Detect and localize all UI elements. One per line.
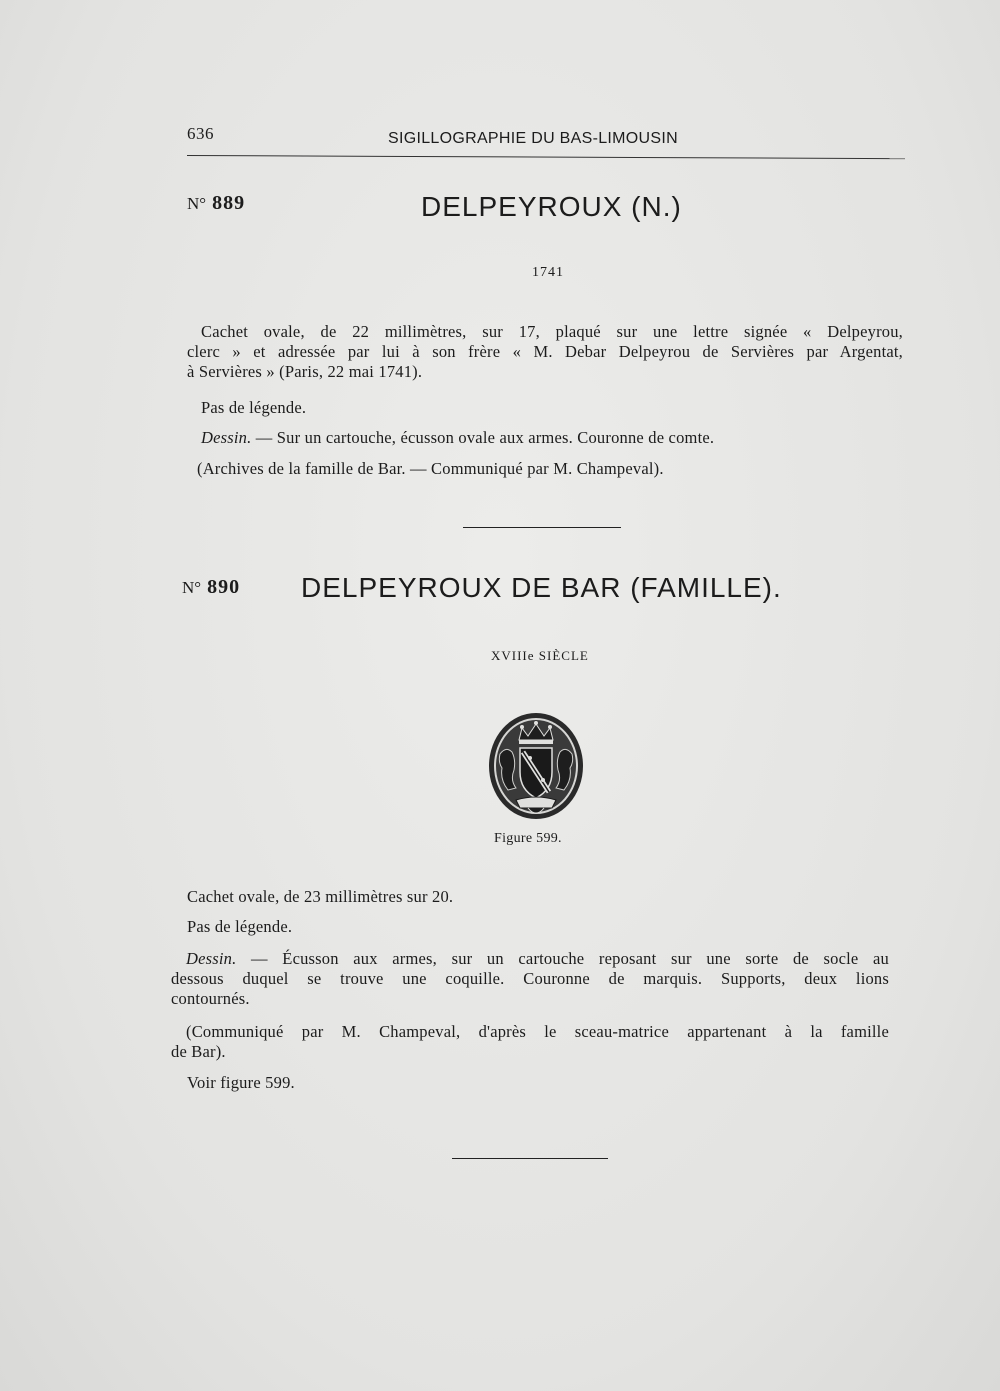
text-line: dessous duquel se trouve une coquille. Couronne de marquis. Supports, deux lions: [171, 969, 889, 988]
design-label: Dessin.: [186, 949, 237, 968]
design-label: Dessin.: [201, 428, 252, 447]
source-paragraph: [171, 1022, 889, 1062]
entry-title: DELPEYROUX (N.): [421, 191, 682, 222]
separator-rule: [463, 527, 621, 528]
design-paragraph: [171, 949, 889, 1009]
text-line: de Bar).: [171, 1042, 226, 1061]
text-line: [171, 949, 889, 969]
text-line: clerc » et adressée par lui à son frère « M. Debar Delpeyrou de Servières par Argentat,: [187, 342, 903, 361]
separator-rule: [452, 1158, 608, 1159]
entry-number-890: [182, 576, 240, 599]
description-paragraph: [187, 322, 903, 382]
header-rule: [187, 155, 905, 159]
description-paragraph: Cachet ovale, de 23 millimètres sur 20.: [187, 887, 454, 906]
seal-figure: [486, 710, 586, 822]
legend-paragraph: Pas de légende.: [187, 917, 293, 936]
design-text: — Écusson aux armes, sur un cartouche reposant sur une sorte de socle au: [236, 949, 889, 968]
figure-reference: Voir figure 599.: [187, 1073, 295, 1092]
design-text: — Sur un cartouche, écusson ovale aux armes. Couronne de comte.: [251, 428, 715, 447]
page-number: 636: [187, 124, 214, 143]
entry-number-value: 889: [212, 192, 246, 214]
entry-date: 1741: [532, 265, 564, 280]
text-line: à Servières » (Paris, 22 mai 1741).: [187, 362, 423, 381]
text-line: Cachet ovale, de 22 millimètres, sur 17, plaqué sur une lettre signée « Delpeyrou,: [201, 322, 903, 341]
figure-caption: Figure 599.: [494, 831, 562, 846]
source-paragraph: (Archives de la famille de Bar. — Communiqué par M. Champeval).: [197, 459, 664, 478]
entry-number-value: 890: [207, 576, 241, 598]
text-line: contournés.: [171, 989, 250, 1008]
legend-paragraph: Pas de légende.: [201, 398, 307, 417]
text-line: (Communiqué par M. Champeval, d'après le sceau-matrice appartenant à la famille: [186, 1022, 889, 1041]
entry-number-prefix: N°: [187, 194, 207, 213]
entry-date: XVIIIe SIÈCLE: [491, 648, 589, 663]
running-title: SIGILLOGRAPHIE DU BAS-LIMOUSIN: [388, 130, 678, 147]
entry-number-prefix: N°: [182, 578, 202, 597]
design-paragraph: [201, 428, 714, 448]
entry-title: DELPEYROUX DE BAR (FAMILLE).: [301, 572, 782, 603]
seal-image: [486, 710, 586, 822]
entry-number-889: [187, 192, 245, 215]
